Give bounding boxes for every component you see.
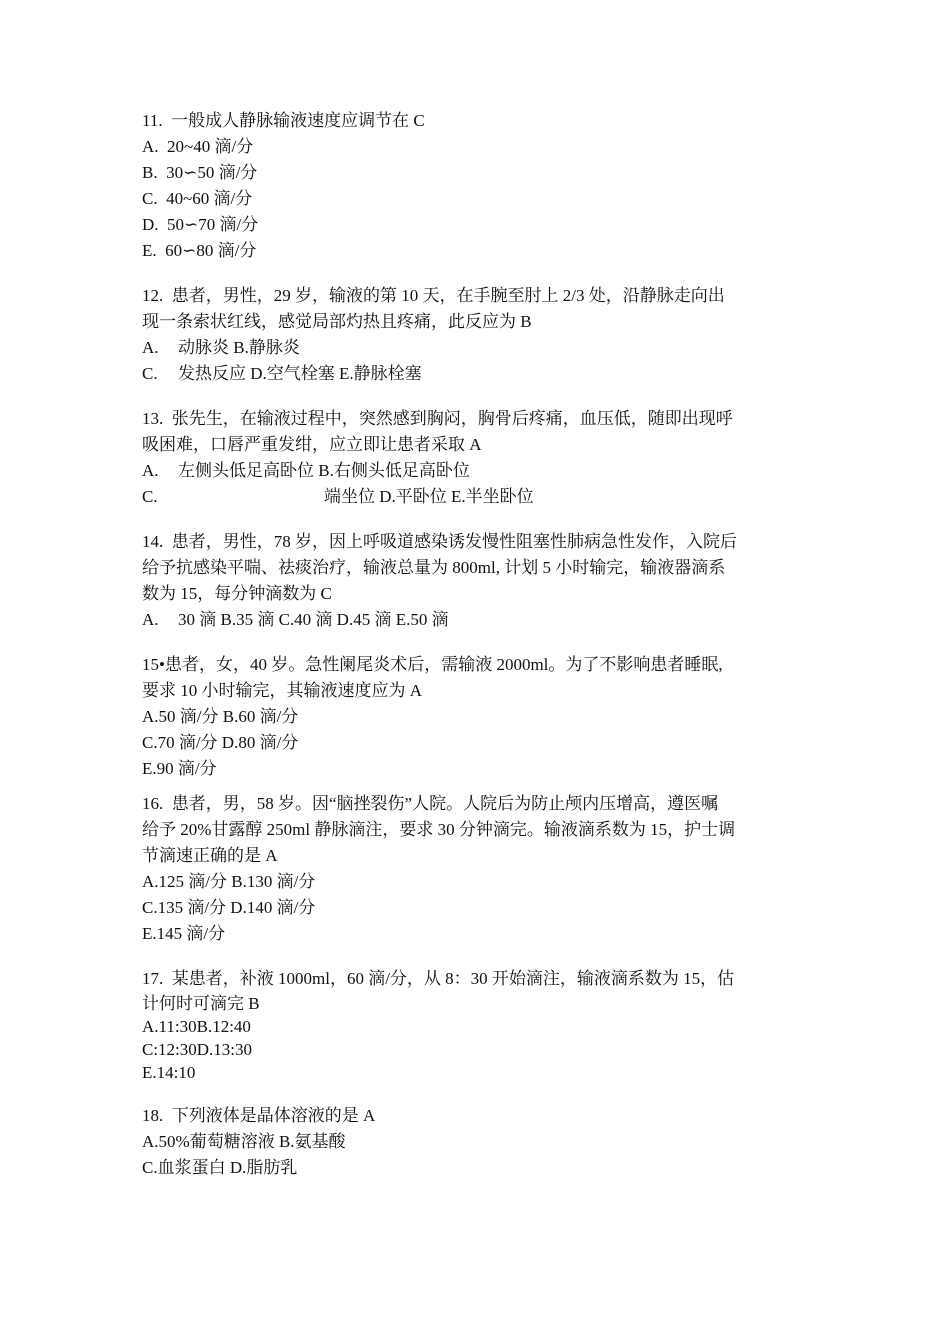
option-line: C. 端坐位 D.平卧位 E.半坐卧位 — [142, 487, 534, 506]
option-e: E. 60∽80 滴/分 — [142, 241, 257, 260]
option-c: C. 40~60 滴/分 — [142, 189, 253, 208]
question-stem-cont: 计何时可滴完 B — [142, 994, 260, 1013]
question-stem-cont: 吸困难，口唇严重发绀，应立即让患者采取 A — [142, 435, 482, 454]
question-stem: 18. 下列液体是晶体溶液的是 A — [142, 1106, 376, 1125]
option-d: D. 50∽70 滴/分 — [142, 215, 259, 234]
question-stem: 11. 一般成人静脉输液速度应调节在 C — [142, 111, 425, 130]
option-line: E.14:10 — [142, 1063, 196, 1082]
question-stem: 15•患者，女，40 岁。急性阑尾炎术后，需输液 2000ml。为了不影响患者睡眠, — [142, 655, 723, 674]
option-line: C.135 滴/分 D.140 滴/分 — [142, 898, 316, 917]
question-17 — [142, 966, 812, 1084]
option-line: A.125 滴/分 B.130 滴/分 — [142, 872, 316, 891]
question-stem: 13. 张先生，在输液过程中，突然感到胸闷，胸骨后疼痛，血压低，随即出现呼 — [142, 409, 733, 428]
option-line: A.50 滴/分 B.60 滴/分 — [142, 707, 299, 726]
question-13 — [142, 406, 812, 510]
option-line: A. 左侧头低足高卧位 B.右侧头低足高卧位 — [142, 461, 470, 480]
question-stem-cont: 给予 20%甘露醇 250ml 静脉滴注，要求 30 分钟滴完。输液滴系数为 15，护士调 — [142, 820, 736, 839]
question-stem: 14. 患者，男性，78 岁，因上呼吸道感染诱发慢性阻塞性肺病急性发作，入院后 — [142, 532, 737, 551]
question-stem: 12. 患者，男性，29 岁，输液的第 10 天，在手腕至肘上 2/3 处，沿静脉走向出 — [142, 286, 725, 305]
option-line: A. 动脉炎 B.静脉炎 — [142, 338, 300, 357]
question-stem-cont: 给予抗感染平喘、祛痰治疗，输液总量为 800ml, 计划 5 小时输完，输液器滴系 — [142, 558, 726, 577]
option-line: C. 发热反应 D.空气栓塞 E.静脉栓塞 — [142, 364, 422, 383]
question-stem: 17. 某患者，补液 1000ml，60 滴/分，从 8：30 开始滴注，输液滴系数为 15，估 — [142, 969, 735, 988]
option-line: A. 30 滴 B.35 滴 C.40 滴 D.45 滴 E.50 滴 — [142, 610, 449, 629]
option-line: E.145 滴/分 — [142, 924, 226, 943]
option-line: C.70 滴/分 D.80 滴/分 — [142, 733, 299, 752]
question-stem-cont: 节滴速正确的是 A — [142, 846, 278, 865]
question-15 — [142, 652, 812, 782]
question-18 — [142, 1103, 812, 1181]
option-line: C:12:30D.13:30 — [142, 1040, 253, 1059]
question-14 — [142, 529, 812, 633]
question-stem: 16. 患者，男，58 岁。因“脑挫裂伤”人院。人院后为防止颅内压增高，遵医嘱 — [142, 794, 719, 813]
option-line: A.50%葡萄糖溶液 B.氨基酸 — [142, 1132, 346, 1151]
question-stem-cont: 要求 10 小时输完，其输液速度应为 A — [142, 681, 423, 700]
document-page — [142, 108, 812, 1181]
option-a: A. 20~40 滴/分 — [142, 137, 254, 156]
option-b: B. 30∽50 滴/分 — [142, 163, 258, 182]
option-line: C.血浆蛋白 D.脂肪乳 — [142, 1158, 298, 1177]
option-line: E.90 滴/分 — [142, 759, 217, 778]
question-stem-cont: 数为 15，每分钟滴数为 C — [142, 584, 332, 603]
option-line: A.11:30B.12:40 — [142, 1017, 251, 1036]
question-stem-cont: 现一条索状红线，感觉局部灼热且疼痛，此反应为 B — [142, 312, 532, 331]
question-12 — [142, 283, 812, 387]
question-16 — [142, 791, 812, 947]
question-11 — [142, 108, 812, 264]
